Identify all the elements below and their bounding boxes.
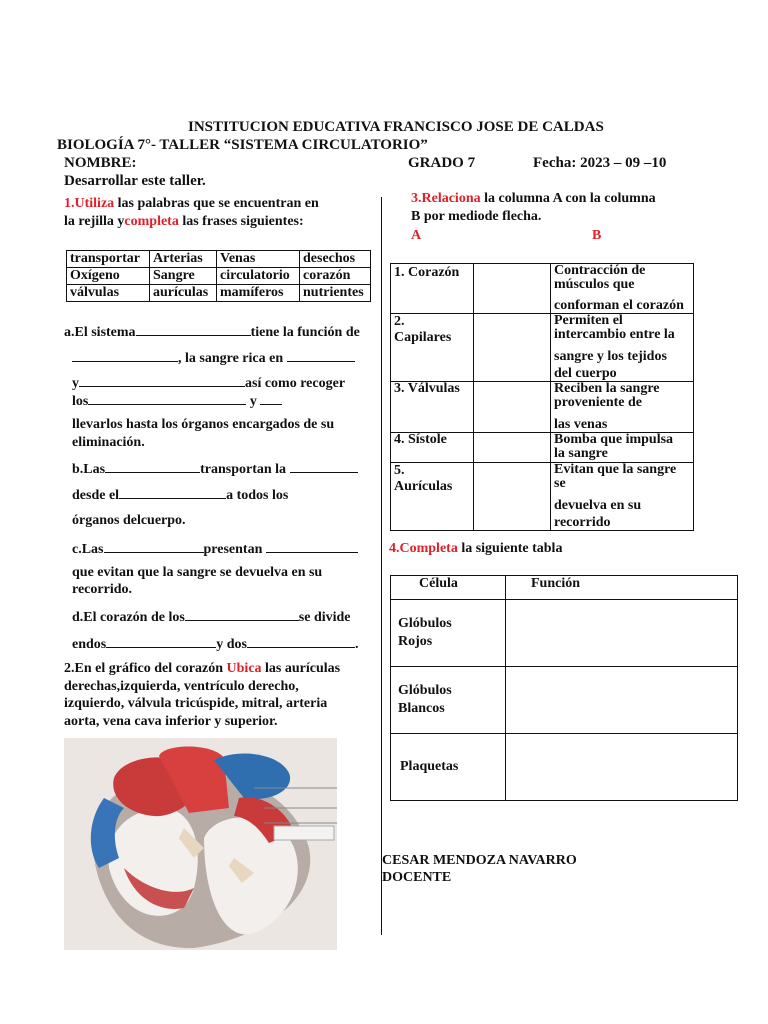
relation-b-text: sangre y los tejidos bbox=[554, 349, 667, 364]
section4-verb: 4.Completa bbox=[389, 541, 458, 556]
relation-row bbox=[391, 382, 694, 433]
section1-text-a: las palabras que se encuentran en bbox=[114, 196, 319, 211]
blank-field[interactable] bbox=[136, 323, 251, 336]
fill-line-c1 bbox=[72, 540, 358, 558]
word-cell: desechos bbox=[300, 251, 371, 268]
relation-b-cell bbox=[551, 463, 694, 531]
relation-b-text: se bbox=[554, 476, 566, 491]
section1-verb: 1.Utiliza bbox=[64, 196, 115, 211]
section2-line4: aorta, vena cava inferior y superior. bbox=[64, 714, 278, 729]
word-grid-row bbox=[67, 285, 371, 302]
blank-field[interactable] bbox=[119, 486, 226, 499]
word-cell: mamíferos bbox=[217, 285, 300, 302]
cell-table-row bbox=[391, 600, 738, 667]
word-grid bbox=[66, 250, 371, 302]
word-cell: válvulas bbox=[67, 285, 150, 302]
column-divider bbox=[381, 197, 382, 935]
text-d2b: y dos bbox=[216, 637, 247, 652]
relation-b-cell bbox=[551, 382, 694, 433]
relation-b-text: Contracción de bbox=[554, 263, 646, 278]
blank-field[interactable] bbox=[287, 349, 355, 362]
header-celula: Célula bbox=[391, 576, 506, 600]
word-cell: Arterias bbox=[150, 251, 217, 268]
text-b3: órganos delcuerpo. bbox=[72, 513, 186, 528]
section4-text: la siguiente tabla bbox=[457, 541, 563, 556]
instruction-text: Desarrollar este taller. bbox=[64, 173, 206, 189]
section2-verb: Ubica bbox=[226, 661, 262, 676]
text-d1b: se divide bbox=[298, 610, 351, 625]
word-cell: circulatorio bbox=[217, 268, 300, 285]
function-input-cell[interactable] bbox=[506, 600, 738, 667]
text-b2b: a todos los bbox=[226, 488, 289, 503]
fill-line-b1 bbox=[72, 460, 358, 478]
word-cell: Oxígeno bbox=[67, 268, 150, 285]
blank-field[interactable] bbox=[185, 608, 299, 621]
column-b-label: B bbox=[592, 228, 602, 243]
relation-arrow-cell[interactable] bbox=[474, 433, 551, 463]
word-cell: Sangre bbox=[150, 268, 217, 285]
relation-row bbox=[391, 433, 694, 463]
text-d2a: endos bbox=[72, 637, 107, 652]
text-d1a: d.El corazón de los bbox=[72, 610, 185, 625]
heart-illustration bbox=[64, 738, 337, 950]
relation-b-text: Reciben la sangre bbox=[554, 381, 660, 396]
section2-line3: izquierdo, válvula tricúspide, mitral, arteria bbox=[64, 696, 328, 711]
text-a6: eliminación. bbox=[72, 435, 145, 450]
relation-b-text: Bomba que impulsa bbox=[554, 432, 674, 447]
blank-field[interactable] bbox=[260, 392, 282, 405]
relation-b-cell bbox=[551, 433, 694, 463]
blank-field[interactable] bbox=[105, 460, 200, 473]
section3-line2: B por mediode flecha. bbox=[411, 209, 542, 224]
teacher-role: DOCENTE bbox=[382, 870, 452, 885]
section1-text-c: las frases siguientes: bbox=[178, 214, 304, 229]
relation-b-text: recorrido bbox=[554, 515, 611, 530]
text-b1b: transportan la bbox=[200, 462, 287, 477]
relation-b-text: Evitan que la sangre bbox=[554, 462, 677, 477]
fill-line-b2 bbox=[72, 486, 288, 504]
section4-heading bbox=[389, 541, 562, 557]
text-b1a: b.Las bbox=[72, 462, 106, 477]
column-a-label: A bbox=[411, 228, 422, 243]
cell-function-table bbox=[390, 575, 738, 801]
teacher-name: CESAR MENDOZA NAVARRO bbox=[382, 853, 577, 868]
word-cell: corazón bbox=[300, 268, 371, 285]
relation-arrow-cell[interactable] bbox=[474, 382, 551, 433]
text-a3a: y bbox=[72, 376, 79, 391]
heart-diagram-image bbox=[64, 738, 337, 950]
relation-a-cell: 2. Capilares bbox=[391, 314, 474, 382]
cell-table-row bbox=[391, 667, 738, 734]
fill-line-a1 bbox=[64, 323, 360, 341]
cell-name: Plaquetas bbox=[391, 734, 506, 801]
text-a5: llevarlos hasta los órganos encargados de su bbox=[72, 417, 335, 432]
section1-text-b: la rejilla y bbox=[64, 214, 125, 229]
cell-name: Glóbulos Blancos bbox=[391, 667, 506, 734]
section2-line1 bbox=[64, 661, 340, 677]
blank-field[interactable] bbox=[290, 460, 358, 473]
fill-line-d2 bbox=[72, 635, 358, 653]
name-label: NOMBRE: bbox=[64, 155, 137, 171]
word-cell: Venas bbox=[217, 251, 300, 268]
relation-b-text: intercambio entre la bbox=[554, 327, 675, 342]
relation-arrow-cell[interactable] bbox=[474, 264, 551, 314]
section3-line1 bbox=[411, 191, 656, 207]
text-c3: recorrido. bbox=[72, 582, 132, 597]
blank-field[interactable] bbox=[88, 392, 246, 405]
function-input-cell[interactable] bbox=[506, 667, 738, 734]
text-a4a: los bbox=[72, 394, 89, 409]
relation-arrow-cell[interactable] bbox=[474, 463, 551, 531]
text-a4b: y bbox=[249, 394, 257, 409]
fill-line-a3 bbox=[72, 374, 345, 392]
text-c2: que evitan que la sangre se devuelva en su bbox=[72, 565, 323, 580]
relation-a-cell: 1. Corazón bbox=[391, 264, 474, 314]
relation-b-cell bbox=[551, 264, 694, 314]
relation-b-text: Permiten el bbox=[554, 313, 623, 328]
blank-field[interactable] bbox=[104, 540, 204, 553]
text-c1a: c.Las bbox=[72, 542, 104, 557]
cell-name: Glóbulos Rojos bbox=[391, 600, 506, 667]
cell-table-header bbox=[391, 576, 738, 600]
text-a2: , la sangre rica en bbox=[178, 351, 284, 366]
fill-line-a2 bbox=[72, 349, 355, 367]
section1-heading bbox=[64, 196, 319, 212]
word-grid-row bbox=[67, 268, 371, 285]
fill-line-d1 bbox=[72, 608, 351, 626]
school-title: INSTITUCION EDUCATIVA FRANCISCO JOSE DE CALDAS bbox=[188, 119, 604, 135]
text-a1b: tiene la función de bbox=[250, 325, 360, 340]
relation-b-text: músculos que bbox=[554, 277, 635, 292]
text-a3b: así como recoger bbox=[245, 376, 346, 391]
relation-row bbox=[391, 314, 694, 382]
section1-heading-2 bbox=[64, 214, 304, 230]
section2-line2: derechas,izquierda, ventrículo derecho, bbox=[64, 679, 299, 694]
blank-field[interactable] bbox=[106, 635, 216, 648]
relation-b-cell bbox=[551, 314, 694, 382]
section3-text1: la columna A con la columna bbox=[480, 191, 656, 206]
subject-title: BIOLOGÍA 7°- TALLER “SISTEMA CIRCULATORIO” bbox=[57, 137, 428, 153]
relation-b-text: las venas bbox=[554, 417, 608, 432]
text-b2a: desde el bbox=[72, 488, 120, 503]
grade-label: GRADO 7 bbox=[408, 155, 476, 171]
fill-line-a4 bbox=[72, 392, 282, 410]
text-d2c: . bbox=[354, 637, 359, 652]
relation-b-text: la sangre bbox=[554, 446, 608, 461]
relation-a-cell: 4. Sístole bbox=[391, 433, 474, 463]
blank-field[interactable] bbox=[266, 540, 358, 553]
word-cell: transportar bbox=[67, 251, 150, 268]
relation-a-cell: 5. Aurículas bbox=[391, 463, 474, 531]
blank-field[interactable] bbox=[72, 349, 178, 362]
relation-b-text: del cuerpo bbox=[554, 366, 617, 381]
date-label: Fecha: 2023 – 09 –10 bbox=[533, 155, 667, 171]
relation-row bbox=[391, 264, 694, 314]
blank-field[interactable] bbox=[79, 374, 245, 387]
function-input-cell[interactable] bbox=[506, 734, 738, 801]
blank-field[interactable] bbox=[247, 635, 355, 648]
word-cell: aurículas bbox=[150, 285, 217, 302]
relation-row bbox=[391, 463, 694, 531]
relation-table bbox=[390, 263, 694, 531]
header-funcion: Función bbox=[506, 576, 738, 600]
section2-text1: las aurículas bbox=[261, 661, 341, 676]
relation-arrow-cell[interactable] bbox=[474, 314, 551, 382]
word-cell: nutrientes bbox=[300, 285, 371, 302]
relation-b-text: proveniente de bbox=[554, 395, 643, 410]
relation-b-text: conforman el corazón bbox=[554, 298, 684, 313]
section1-verb2: completa bbox=[124, 214, 179, 229]
cell-table-row bbox=[391, 734, 738, 801]
word-grid-row bbox=[67, 251, 371, 268]
text-c1b: presentan bbox=[203, 542, 263, 557]
text-a1: a.El sistema bbox=[64, 325, 136, 340]
section2-lead: 2.En el gráfico del corazón bbox=[64, 661, 227, 676]
relation-b-text: devuelva en su bbox=[554, 498, 642, 513]
section3-verb: 3.Relaciona bbox=[411, 191, 481, 206]
relation-a-cell: 3. Válvulas bbox=[391, 382, 474, 433]
